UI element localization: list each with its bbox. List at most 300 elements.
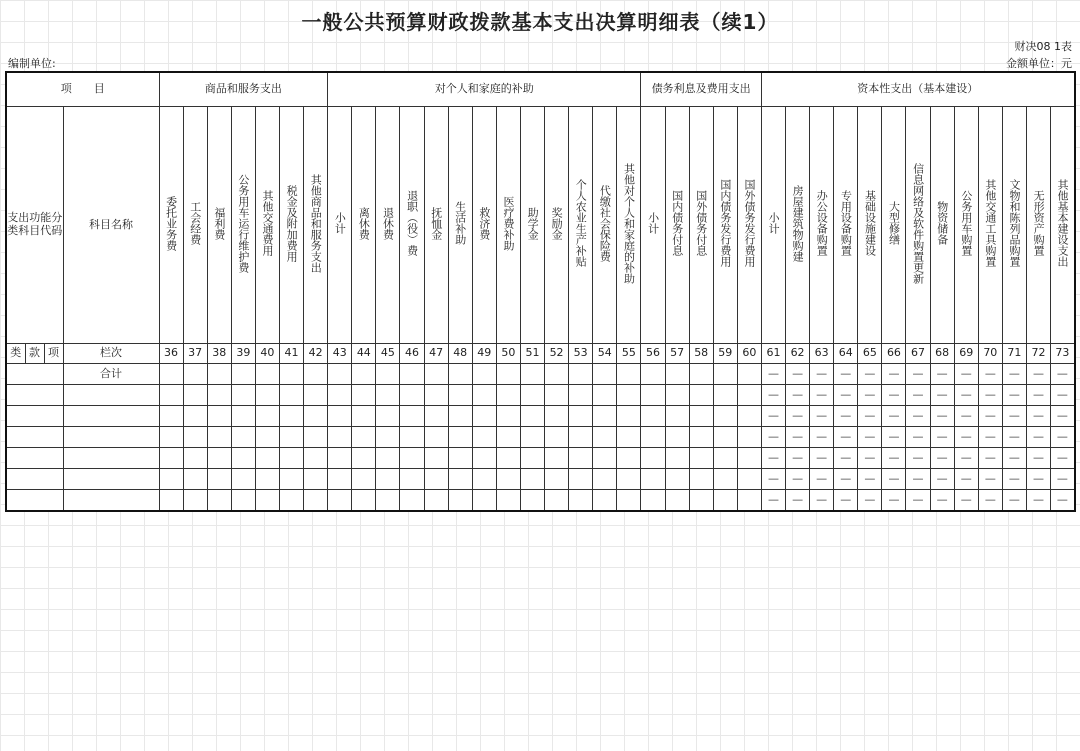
data-cell[interactable] xyxy=(496,490,520,512)
data-cell[interactable] xyxy=(593,490,617,512)
data-cell[interactable] xyxy=(737,406,761,427)
data-cell[interactable] xyxy=(400,385,424,406)
dash-cell[interactable]: — xyxy=(858,448,882,469)
data-cell[interactable] xyxy=(545,427,569,448)
dash-cell[interactable]: — xyxy=(761,490,785,512)
dash-cell[interactable]: — xyxy=(954,448,978,469)
data-cell[interactable] xyxy=(593,469,617,490)
code-cell[interactable] xyxy=(6,406,63,427)
data-cell[interactable] xyxy=(737,427,761,448)
data-cell[interactable] xyxy=(593,385,617,406)
dash-cell[interactable]: — xyxy=(882,406,906,427)
data-cell[interactable] xyxy=(207,448,231,469)
data-cell[interactable] xyxy=(352,364,376,385)
dash-cell[interactable]: — xyxy=(834,364,858,385)
dash-cell[interactable]: — xyxy=(1051,448,1075,469)
data-cell[interactable] xyxy=(304,490,328,512)
dash-cell[interactable]: — xyxy=(858,385,882,406)
data-cell[interactable] xyxy=(665,427,689,448)
column-number: 62 xyxy=(786,344,810,364)
data-cell[interactable] xyxy=(304,364,328,385)
data-cell[interactable] xyxy=(159,364,183,385)
data-cell[interactable] xyxy=(328,448,352,469)
dash-cell[interactable]: — xyxy=(1051,385,1075,406)
dash-cell[interactable]: — xyxy=(786,469,810,490)
dash-cell[interactable]: — xyxy=(906,406,930,427)
data-cell[interactable] xyxy=(376,427,400,448)
data-cell[interactable] xyxy=(424,406,448,427)
data-cell[interactable] xyxy=(279,448,303,469)
data-cell[interactable] xyxy=(545,448,569,469)
data-cell[interactable] xyxy=(159,385,183,406)
dash-cell[interactable]: — xyxy=(810,469,834,490)
unit-label: 金额单位：元 xyxy=(1006,57,1072,70)
data-cell[interactable] xyxy=(424,490,448,512)
data-cell[interactable] xyxy=(689,427,713,448)
data-cell[interactable] xyxy=(641,469,665,490)
data-cell[interactable] xyxy=(304,406,328,427)
data-cell[interactable] xyxy=(689,490,713,512)
data-cell[interactable] xyxy=(569,490,593,512)
data-cell[interactable] xyxy=(279,385,303,406)
data-cell[interactable] xyxy=(472,490,496,512)
dash-cell[interactable]: — xyxy=(1002,469,1026,490)
data-cell[interactable] xyxy=(593,406,617,427)
data-cell[interactable] xyxy=(472,406,496,427)
data-cell[interactable] xyxy=(328,385,352,406)
data-cell[interactable] xyxy=(448,469,472,490)
dash-cell[interactable]: — xyxy=(1002,385,1026,406)
data-cell[interactable] xyxy=(255,448,279,469)
column-header-label: 基础设施建设 xyxy=(863,190,877,257)
data-cell[interactable] xyxy=(617,406,641,427)
data-cell[interactable] xyxy=(183,490,207,512)
data-cell[interactable] xyxy=(545,490,569,512)
data-cell[interactable] xyxy=(231,427,255,448)
dash-cell[interactable]: — xyxy=(810,448,834,469)
data-cell[interactable] xyxy=(617,490,641,512)
data-cell[interactable] xyxy=(231,469,255,490)
dash-cell[interactable]: — xyxy=(954,385,978,406)
data-cell[interactable] xyxy=(689,406,713,427)
dash-cell[interactable]: — xyxy=(954,364,978,385)
dash-cell[interactable]: — xyxy=(834,385,858,406)
code-cell[interactable] xyxy=(6,448,63,469)
dash-cell[interactable]: — xyxy=(978,469,1002,490)
name-cell[interactable] xyxy=(63,406,159,427)
dash-cell[interactable]: — xyxy=(930,406,954,427)
data-cell[interactable] xyxy=(641,490,665,512)
data-cell[interactable] xyxy=(376,364,400,385)
dash-cell[interactable]: — xyxy=(761,469,785,490)
column-header xyxy=(834,107,858,344)
dash-cell[interactable]: — xyxy=(906,364,930,385)
name-cell[interactable] xyxy=(63,490,159,512)
dash-cell[interactable]: — xyxy=(834,469,858,490)
dash-cell[interactable]: — xyxy=(786,490,810,512)
data-cell[interactable] xyxy=(496,364,520,385)
data-cell[interactable] xyxy=(328,490,352,512)
data-cell[interactable] xyxy=(737,448,761,469)
column-header xyxy=(448,107,472,344)
data-cell[interactable] xyxy=(641,448,665,469)
dash-cell[interactable]: — xyxy=(786,448,810,469)
dash-cell[interactable]: — xyxy=(786,385,810,406)
data-cell[interactable] xyxy=(641,385,665,406)
data-cell[interactable] xyxy=(689,364,713,385)
column-header-label: 公务用车运行维护费 xyxy=(236,173,250,273)
data-cell[interactable] xyxy=(424,469,448,490)
dash-cell[interactable]: — xyxy=(1002,427,1026,448)
dash-cell[interactable]: — xyxy=(810,406,834,427)
data-cell[interactable] xyxy=(713,448,737,469)
dash-cell[interactable]: — xyxy=(1026,406,1050,427)
data-cell[interactable] xyxy=(183,406,207,427)
data-cell[interactable] xyxy=(689,448,713,469)
data-cell[interactable] xyxy=(376,448,400,469)
data-cell[interactable] xyxy=(328,427,352,448)
data-cell[interactable] xyxy=(255,427,279,448)
data-cell[interactable] xyxy=(376,469,400,490)
dash-cell[interactable]: — xyxy=(978,427,1002,448)
data-cell[interactable] xyxy=(665,469,689,490)
data-cell[interactable] xyxy=(183,448,207,469)
data-cell[interactable] xyxy=(496,448,520,469)
data-cell[interactable] xyxy=(593,364,617,385)
data-cell[interactable] xyxy=(641,364,665,385)
data-cell[interactable] xyxy=(448,490,472,512)
dash-cell[interactable]: — xyxy=(786,364,810,385)
data-cell[interactable] xyxy=(713,385,737,406)
data-cell[interactable] xyxy=(593,448,617,469)
data-cell[interactable] xyxy=(352,469,376,490)
dash-cell[interactable]: — xyxy=(858,427,882,448)
data-cell[interactable] xyxy=(279,469,303,490)
data-cell[interactable] xyxy=(352,490,376,512)
data-cell[interactable] xyxy=(207,469,231,490)
dash-cell[interactable]: — xyxy=(930,469,954,490)
data-cell[interactable] xyxy=(569,406,593,427)
dash-cell[interactable]: — xyxy=(858,364,882,385)
data-cell[interactable] xyxy=(665,364,689,385)
data-cell[interactable] xyxy=(400,448,424,469)
dash-cell[interactable]: — xyxy=(761,364,785,385)
data-cell[interactable] xyxy=(400,490,424,512)
data-cell[interactable] xyxy=(520,490,544,512)
data-cell[interactable] xyxy=(279,490,303,512)
lei-label: 类 xyxy=(6,344,25,364)
data-cell[interactable] xyxy=(448,427,472,448)
dash-cell[interactable]: — xyxy=(930,448,954,469)
dash-cell[interactable]: — xyxy=(1051,364,1075,385)
data-cell[interactable] xyxy=(569,448,593,469)
data-cell[interactable] xyxy=(304,385,328,406)
data-cell[interactable] xyxy=(472,469,496,490)
data-cell[interactable] xyxy=(593,427,617,448)
data-cell[interactable] xyxy=(159,469,183,490)
name-cell[interactable] xyxy=(63,469,159,490)
data-cell[interactable] xyxy=(352,385,376,406)
dash-cell[interactable]: — xyxy=(978,406,1002,427)
data-cell[interactable] xyxy=(737,490,761,512)
data-cell[interactable] xyxy=(617,364,641,385)
dash-cell[interactable]: — xyxy=(761,385,785,406)
dash-cell[interactable]: — xyxy=(1002,448,1026,469)
data-cell[interactable] xyxy=(545,406,569,427)
dash-cell[interactable]: — xyxy=(954,469,978,490)
data-cell[interactable] xyxy=(352,427,376,448)
compiler-label: 编制单位: xyxy=(8,57,56,70)
data-cell[interactable] xyxy=(496,385,520,406)
data-cell[interactable] xyxy=(376,406,400,427)
data-cell[interactable] xyxy=(328,364,352,385)
data-cell[interactable] xyxy=(496,406,520,427)
dash-cell[interactable]: — xyxy=(930,427,954,448)
data-cell[interactable] xyxy=(400,469,424,490)
data-cell[interactable] xyxy=(448,364,472,385)
dash-cell[interactable]: — xyxy=(786,427,810,448)
dash-cell[interactable]: — xyxy=(1026,427,1050,448)
data-cell[interactable] xyxy=(472,364,496,385)
dash-cell[interactable]: — xyxy=(810,427,834,448)
dash-cell[interactable]: — xyxy=(882,364,906,385)
data-cell[interactable] xyxy=(665,406,689,427)
data-cell[interactable] xyxy=(713,490,737,512)
data-cell[interactable] xyxy=(255,469,279,490)
data-cell[interactable] xyxy=(617,469,641,490)
data-cell[interactable] xyxy=(352,448,376,469)
data-cell[interactable] xyxy=(279,364,303,385)
dash-cell[interactable]: — xyxy=(858,469,882,490)
data-cell[interactable] xyxy=(183,469,207,490)
data-cell[interactable] xyxy=(665,490,689,512)
data-cell[interactable] xyxy=(569,364,593,385)
dash-cell[interactable]: — xyxy=(954,490,978,512)
dash-cell[interactable]: — xyxy=(1051,406,1075,427)
dash-cell[interactable]: — xyxy=(1026,490,1050,512)
data-cell[interactable] xyxy=(231,490,255,512)
data-cell[interactable] xyxy=(737,469,761,490)
dash-cell[interactable]: — xyxy=(834,406,858,427)
data-cell[interactable] xyxy=(231,385,255,406)
data-cell[interactable] xyxy=(207,490,231,512)
dash-cell[interactable]: — xyxy=(906,385,930,406)
data-cell[interactable] xyxy=(159,427,183,448)
dash-cell[interactable]: — xyxy=(930,364,954,385)
data-cell[interactable] xyxy=(207,385,231,406)
data-cell[interactable] xyxy=(545,385,569,406)
dash-cell[interactable]: — xyxy=(882,490,906,512)
data-cell[interactable] xyxy=(279,427,303,448)
column-header xyxy=(978,107,1002,344)
column-number: 61 xyxy=(761,344,785,364)
dash-cell[interactable]: — xyxy=(882,427,906,448)
dash-cell[interactable]: — xyxy=(954,406,978,427)
dash-cell[interactable]: — xyxy=(858,490,882,512)
dash-cell[interactable]: — xyxy=(1026,364,1050,385)
dash-cell[interactable]: — xyxy=(834,490,858,512)
code-cell[interactable] xyxy=(6,490,63,512)
column-header xyxy=(882,107,906,344)
data-cell[interactable] xyxy=(689,469,713,490)
data-cell[interactable] xyxy=(304,448,328,469)
dash-cell[interactable]: — xyxy=(906,427,930,448)
dash-cell[interactable]: — xyxy=(1026,448,1050,469)
data-cell[interactable] xyxy=(352,406,376,427)
data-cell[interactable] xyxy=(496,469,520,490)
data-cell[interactable] xyxy=(159,406,183,427)
data-cell[interactable] xyxy=(472,427,496,448)
dash-cell[interactable]: — xyxy=(906,448,930,469)
data-cell[interactable] xyxy=(713,406,737,427)
data-cell[interactable] xyxy=(448,448,472,469)
dash-cell[interactable]: — xyxy=(1051,469,1075,490)
dash-cell[interactable]: — xyxy=(930,490,954,512)
data-cell[interactable] xyxy=(255,490,279,512)
dash-cell[interactable]: — xyxy=(810,385,834,406)
data-cell[interactable] xyxy=(713,364,737,385)
dash-cell[interactable]: — xyxy=(1002,490,1026,512)
column-header-label: 奖励金 xyxy=(550,206,564,240)
data-cell[interactable] xyxy=(545,469,569,490)
data-cell[interactable] xyxy=(400,364,424,385)
data-cell[interactable] xyxy=(231,448,255,469)
data-cell[interactable] xyxy=(400,427,424,448)
data-cell[interactable] xyxy=(689,385,713,406)
column-number: 57 xyxy=(665,344,689,364)
data-cell[interactable] xyxy=(183,364,207,385)
dash-cell[interactable]: — xyxy=(978,364,1002,385)
dash-cell[interactable]: — xyxy=(1026,385,1050,406)
data-cell[interactable] xyxy=(255,364,279,385)
data-cell[interactable] xyxy=(231,364,255,385)
dash-cell[interactable]: — xyxy=(882,448,906,469)
data-cell[interactable] xyxy=(520,364,544,385)
data-cell[interactable] xyxy=(183,385,207,406)
data-cell[interactable] xyxy=(713,427,737,448)
data-cell[interactable] xyxy=(328,469,352,490)
data-cell[interactable] xyxy=(207,427,231,448)
dash-cell[interactable]: — xyxy=(761,427,785,448)
data-cell[interactable] xyxy=(424,448,448,469)
data-cell[interactable] xyxy=(496,427,520,448)
data-cell[interactable] xyxy=(520,385,544,406)
data-cell[interactable] xyxy=(448,406,472,427)
data-cell[interactable] xyxy=(569,427,593,448)
dash-cell[interactable]: — xyxy=(834,427,858,448)
dash-cell[interactable]: — xyxy=(810,364,834,385)
data-cell[interactable] xyxy=(304,427,328,448)
data-cell[interactable] xyxy=(713,469,737,490)
dash-cell[interactable]: — xyxy=(906,469,930,490)
code-cell[interactable] xyxy=(6,427,63,448)
data-cell[interactable] xyxy=(231,406,255,427)
data-cell[interactable] xyxy=(737,385,761,406)
data-cell[interactable] xyxy=(665,385,689,406)
data-cell[interactable] xyxy=(400,406,424,427)
data-cell[interactable] xyxy=(376,490,400,512)
dash-cell[interactable]: — xyxy=(858,406,882,427)
data-cell[interactable] xyxy=(183,427,207,448)
data-cell[interactable] xyxy=(424,385,448,406)
data-cell[interactable] xyxy=(545,364,569,385)
dash-cell[interactable]: — xyxy=(978,385,1002,406)
code-cell[interactable] xyxy=(6,364,63,385)
data-cell[interactable] xyxy=(737,364,761,385)
data-cell[interactable] xyxy=(424,364,448,385)
data-cell[interactable] xyxy=(472,448,496,469)
data-cell[interactable] xyxy=(376,385,400,406)
dash-cell[interactable]: — xyxy=(1002,406,1026,427)
column-header xyxy=(496,107,520,344)
data-cell[interactable] xyxy=(641,427,665,448)
name-cell[interactable] xyxy=(63,448,159,469)
dash-cell[interactable]: — xyxy=(1051,427,1075,448)
dash-cell[interactable]: — xyxy=(882,385,906,406)
data-cell[interactable] xyxy=(472,385,496,406)
data-cell[interactable] xyxy=(207,364,231,385)
dash-cell[interactable]: — xyxy=(882,469,906,490)
data-cell[interactable] xyxy=(617,427,641,448)
data-cell[interactable] xyxy=(665,448,689,469)
dash-cell[interactable]: — xyxy=(1051,490,1075,512)
data-cell[interactable] xyxy=(448,385,472,406)
dash-cell[interactable]: — xyxy=(761,448,785,469)
data-cell[interactable] xyxy=(641,406,665,427)
data-cell[interactable] xyxy=(207,406,231,427)
dash-cell[interactable]: — xyxy=(834,448,858,469)
dash-cell[interactable]: — xyxy=(954,427,978,448)
dash-cell[interactable]: — xyxy=(906,490,930,512)
data-cell[interactable] xyxy=(520,406,544,427)
dash-cell[interactable]: — xyxy=(978,490,1002,512)
dash-cell[interactable]: — xyxy=(786,406,810,427)
data-cell[interactable] xyxy=(304,469,328,490)
data-cell[interactable] xyxy=(279,406,303,427)
code-cell[interactable] xyxy=(6,385,63,406)
data-cell[interactable] xyxy=(328,406,352,427)
data-cell[interactable] xyxy=(569,385,593,406)
table-row xyxy=(6,469,1075,490)
data-cell[interactable] xyxy=(569,469,593,490)
data-cell[interactable] xyxy=(520,427,544,448)
data-cell[interactable] xyxy=(617,448,641,469)
data-cell[interactable] xyxy=(159,448,183,469)
dash-cell[interactable]: — xyxy=(1026,469,1050,490)
code-cell[interactable] xyxy=(6,469,63,490)
name-cell[interactable] xyxy=(63,385,159,406)
name-cell[interactable] xyxy=(63,427,159,448)
dash-cell[interactable]: — xyxy=(761,406,785,427)
dash-cell[interactable]: — xyxy=(930,385,954,406)
column-header xyxy=(593,107,617,344)
dash-cell[interactable]: — xyxy=(810,490,834,512)
column-number: 46 xyxy=(400,344,424,364)
dash-cell[interactable]: — xyxy=(978,448,1002,469)
data-cell[interactable] xyxy=(424,427,448,448)
table-row xyxy=(6,406,1075,427)
column-number: 68 xyxy=(930,344,954,364)
data-cell[interactable] xyxy=(159,490,183,512)
data-cell[interactable] xyxy=(520,448,544,469)
column-number: 58 xyxy=(689,344,713,364)
data-cell[interactable] xyxy=(255,406,279,427)
column-number: 55 xyxy=(617,344,641,364)
data-cell[interactable] xyxy=(520,469,544,490)
dash-cell[interactable]: — xyxy=(1002,364,1026,385)
data-cell[interactable] xyxy=(255,385,279,406)
data-cell[interactable] xyxy=(617,385,641,406)
